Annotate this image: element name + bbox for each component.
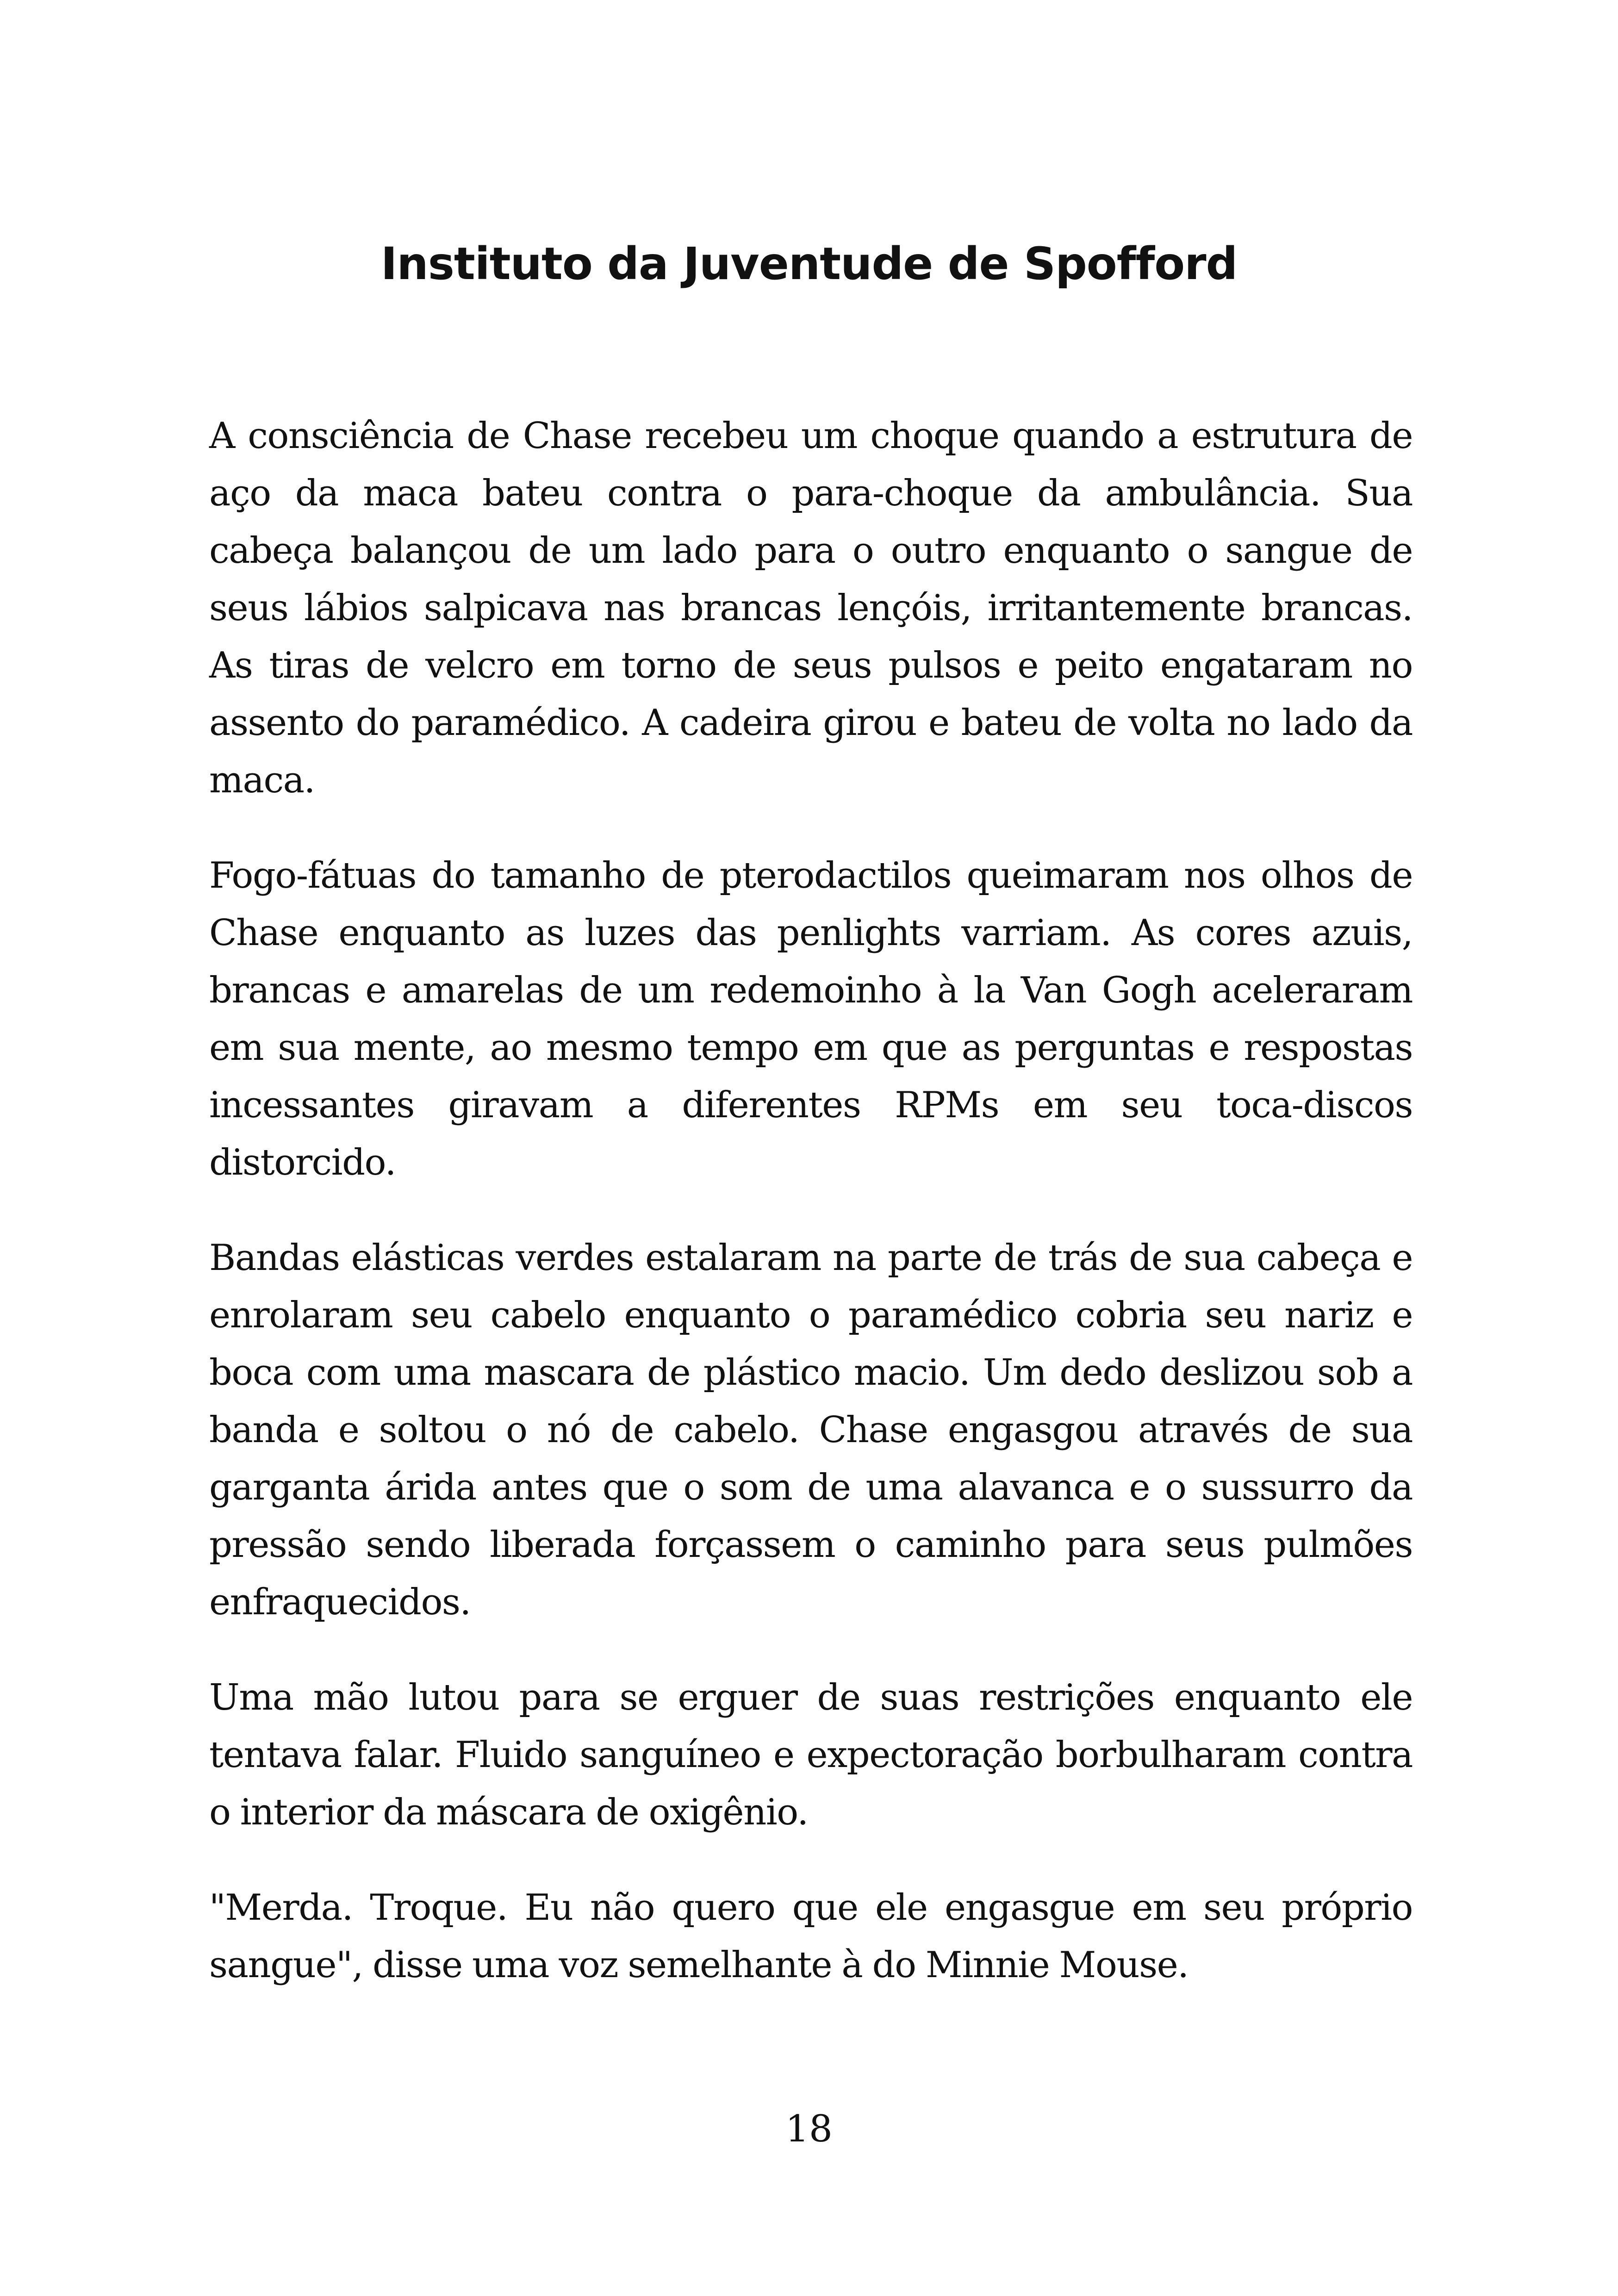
chapter-body	[209, 407, 1413, 2032]
paragraph-1: A consciência de Chase recebeu um choque quando a estrutura de aço da maca bateu contra o para-choque da ambulância. Sua cabeça balançou de um lado para o outro enquanto o sangue de seus lábios salpicava nas brancas lençóis, irritantemente brancas. As tiras de velcro em torno de seus pulsos e peito engataram no assento do paramédico. A cadeira girou e bateu de volta no lado da maca.	[209, 415, 1413, 801]
chapter-title: Instituto da Juventude de Spofford	[380, 238, 1238, 290]
paragraph-5: "Merda. Troque. Eu não quero que ele engasgue em seu próprio sangue", disse uma voz semelhante à do Minnie Mouse.	[209, 1887, 1413, 1986]
page-number: 18	[785, 2107, 833, 2150]
paragraph-2: Fogo-fátuas do tamanho de pterodactilos queimaram nos olhos de Chase enquanto as luzes das penlights varriam. As cores azuis, brancas e amarelas de um redemoinho à la Van Gogh aceleraram em sua mente, ao mesmo tempo em que as perguntas e respostas incessantes giravam a diferentes RPMs em seu toca-discos distorcido.	[209, 855, 1413, 1183]
paragraph-4: Uma mão lutou para se erguer de suas restrições enquanto ele tentava falar. Fluido sanguíneo e expectoração borbulharam contra o interior da máscara de oxigênio.	[209, 1677, 1413, 1833]
paragraph-3: Bandas elásticas verdes estalaram na parte de trás de sua cabeça e enrolaram seu cabelo enquanto o paramédico cobria seu nariz e boca com uma mascara de plástico macio. Um dedo deslizou sob a banda e soltou o nó de cabelo. Chase engasgou através de sua garganta árida antes que o som de uma alavanca e o sussurro da pressão sendo liberada forçassem o caminho para seus pulmões enfraquecidos.	[209, 1237, 1413, 1623]
